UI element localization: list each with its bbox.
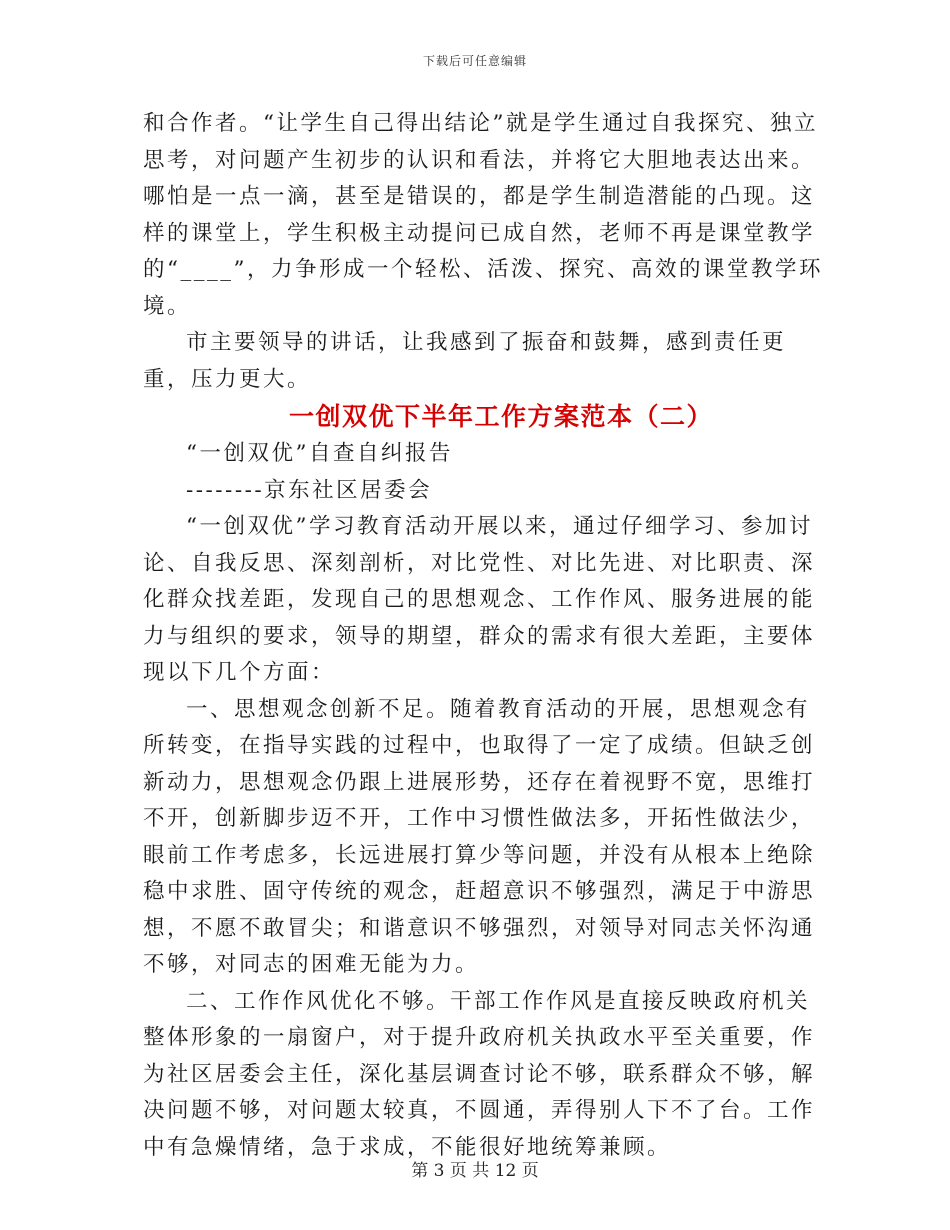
document-title: 一创双优下半年工作方案范本（二） <box>288 402 713 431</box>
paragraph-section-two: 二、工作作风优化不够。干部工作作风是直接反映政府机关整体形象的一扇窗户，对于提升政府机关执政水平至关重要，作为社区居委会主任，深化基层调查讨论不够，联系群众不够，解决问题不够，对问题太较真，不圆通，弄得别人下不了台。工作中有急燥情绪，急于求成，不能很好地统筹兼顾。 <box>143 988 816 1160</box>
author-line: --------京东社区居委会 <box>186 477 433 503</box>
document-subtitle: “一创双优”自查自纠报告 <box>186 441 453 466</box>
page-number: 第 3 页 共 12 页 <box>411 1161 539 1181</box>
document-body <box>143 106 823 1166</box>
paragraph-continued: 和合作者。“让学生自己得出结论”就是学生通过自我探究、独立思考，对问题产生初步的认识和看法，并将它大胆地表达出来。哪怕是一点一滴，甚至是错误的，都是学生制造潜能的凸现。这样的课堂上，学生积极主动提问已成自然，老师不再是课堂教学的“____”，力争形成一个轻松、活泼、探究、高效的课堂教学环境。 <box>143 111 823 319</box>
paragraph-leader-speech: 市主要领导的讲话，让我感到了振奋和鼓舞，感到责任更重，压力更大。 <box>143 330 787 392</box>
paragraph-intro: “一创双优”学习教育活动开展以来，通过仔细学习、参加讨论、自我反思、深刻剖析，对比党性、对比先进、对比职责、深化群众找差距，发现自己的思想观念、工作作风、服务进展的能力与组织的要求，领导的期望，群众的需求有很大差距，主要体现以下几个方面： <box>143 514 816 685</box>
paragraph-section-one: 一、思想观念创新不足。随着教育活动的开展，思想观念有所转变，在指导实践的过程中，也取得了一定了成绩。但缺乏创新动力，思想观念仍跟上进展形势，还存在着视野不宽，思维打不开，创新脚步迈不开，工作中习惯性做法多，开拓性做法少，眼前工作考虑多，长远进展打算少等问题，并没有从根本上绝除稳中求胜、固守传统的观念，赶超意识不够强烈，满足于中游思想，不愿不敢冒尖；和谐意识不够强烈，对领导对同志关怀沟通不够，对同志的困难无能为力。 <box>143 696 816 977</box>
page-header-note: 下载后可任意编辑 <box>422 54 527 68</box>
